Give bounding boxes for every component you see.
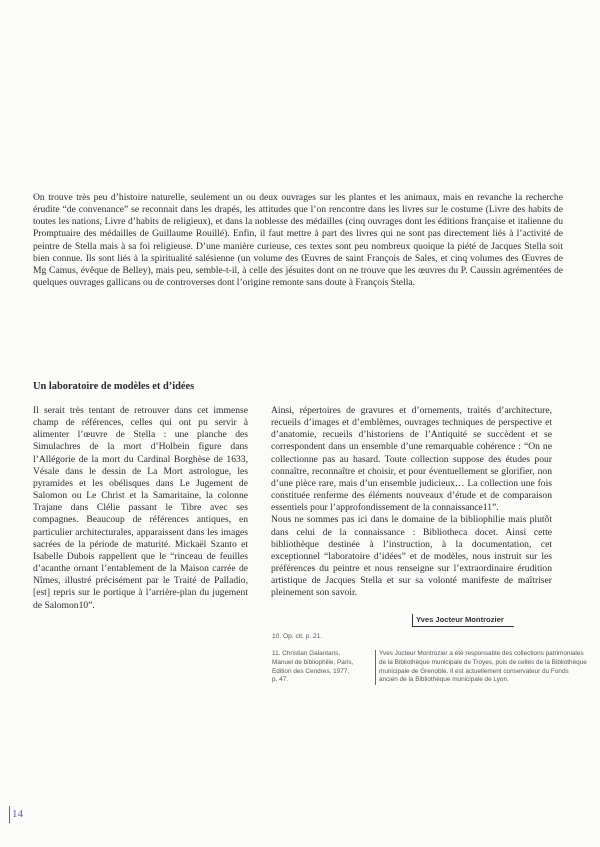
- right-column-paragraph-2: Nous ne sommes pas ici dans le domaine de la bibliophilie mais plutôt dans celui de la connaissance : Bibliotheca docet. Ainsi cette bibliothèque destinée à l’instruction, à la documentation, cet exceptionnel “laboratoire d’idées” et de modèles, nous instruit sur les préférences du peintre et nous renseigne sur l’extraordinaire érudition artistique de Jacques Stella et sur sa volonté manifeste de maîtriser pleinement son savoir.: [271, 514, 552, 599]
- author-bio: Yves Jocteur Montrozier a été responsable des collections patrimoniales de la Bibliothèque municipale de Troyes, puis de celles de la Bibliothèque municipale de Grenoble. Il est actuellement conservateur du Fonds ancien de la Bibliothèque municipale de Lyon.: [375, 650, 589, 685]
- right-column-text: [271, 405, 552, 600]
- author-signature: Yves Jocteur Montrozier: [412, 614, 514, 627]
- section-heading: Un laboratoire de modèles et d’idées: [33, 381, 195, 392]
- page-number: 14: [9, 806, 23, 823]
- right-column-paragraph-1: Ainsi, répertoires de gravures et d’ornements, traités d’architecture, recueils d’images et d’emblèmes, ouvrages techniques de perspective et d’anatomie, recueils d’historiens de l’Antiquité se succèdent et se correspondent dans un ensemble d’une remarquable cohérence : “On ne collectionne pas au hasard. Toute collection suppose des études pour connaître, reconnaître et choisir, et pour éventuellement se glorifier, non d’une pièce rare, mais d’un ensemble judicieux… La collection une fois constituée renferme des éléments nouveaux d’étude et de comparaison essentiels pour l’approfondissement de la connaissance11”.: [271, 405, 552, 514]
- intro-paragraph: On trouve très peu d’histoire naturelle, seulement un ou deux ouvrages sur les plantes et les animaux, mais en revanche la recherche érudite “de convenance” se reconnait dans les drapés, les attitudes que l’on rencontre dans les livres sur le costume (Livre des habits de toutes les nations, Livre d’habits de religieux), et dans la noblesse des médailles (cinq ouvrages dont les éditions française et italienne du Promptuaire des médailles de Guillaume Rouillé). Enfin, il faut mettre à part des livres qui ne sont pas directement liés à l’activité de peintre de Stella mais à sa foi religieuse. D’une manière curieuse, ces textes sont peu nombreux quoique la piété de Jacques Stella soit bien connue. Ils sont liés à la spiritualité salésienne (un volume des Œuvres de saint François de Sales, et cinq volumes des Œuvres de Mg Camus, évêque de Belley), mais peu, semble-t-il, à celle des jésuites dont on ne trouve que les œuvres du P. Caussin agrémentées de quelques ouvrages gallicans ou de controverses dont l’origine remonte sans doute à François Stella.: [33, 192, 563, 289]
- left-column-text: Il serait très tentant de retrouver dans cet immense champ de références, celles qui ont pu servir à alimenter l’œuvre de Stella : une planche des Simulachres de la mort d’Holbein figure dans l’Allégorie de la mort du Cardinal Borghèse de 1633, Vésale dans le dessin de La Mort astrologue, les pyramides et les obélisques dans Le Jugement de Salomon ou Le Christ et la Samaritaine, la colonne Trajane dans Clélie passant le Tibre avec ses compagnes. Beaucoup de références antiques, en particulier architecturales, apparaissent dans les images sacrées de la période de maturité. Mickaël Szanto et Isabelle Dubois rappellent que le “rinceau de feuilles d’acanthe ornant l’entablement de la Maison carrée de Nîmes, illustré précisément par le Traité de Palladio, [est] repris sur le portique à l’arrière-plan du jugement de Salomon10”.: [33, 405, 248, 611]
- footnote-11: 11. Christian Galantaris, Manuel de bibliophilie, Paris, Edition des Cendres, 1977, p. 47.: [272, 650, 354, 684]
- footnote-10: 10. Op. cit. p. 21.: [272, 633, 323, 640]
